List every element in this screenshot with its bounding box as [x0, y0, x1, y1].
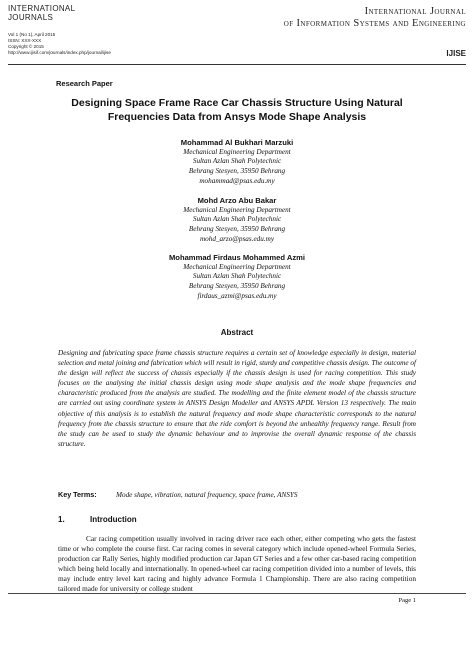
author-addr: Behrang Stesyen, 35950 Behrang	[188, 225, 286, 234]
author-email: mohammad@psas.edu.my	[199, 176, 275, 185]
meta-copyright: Copyright © 2015	[8, 44, 44, 49]
section-title: Introduction	[90, 515, 137, 524]
paper-title	[40, 96, 434, 124]
keywords	[58, 490, 416, 499]
header-divider	[8, 64, 466, 65]
meta-issn: ISSN: XXX-XXX	[8, 38, 42, 43]
author-block	[0, 138, 474, 187]
author-block	[0, 196, 474, 245]
author-dept: Mechanical Engineering Department	[183, 205, 291, 214]
logo-line-2: JOURNALS	[8, 13, 54, 22]
title-line-1: Designing Space Frame Race Car Chassis Structure Using Natural	[71, 97, 403, 109]
author-name: Mohd Arzo Abu Bakar	[197, 196, 277, 205]
author-email: mohd_arzo@psas.edu.my	[199, 234, 275, 243]
journal-title-line-1: International Journal	[364, 6, 466, 17]
footer-divider	[8, 593, 466, 594]
author-name: Mohammad Al Bukhari Marzuki	[180, 138, 294, 147]
keywords-text: Mode shape, vibration, natural frequency, space frame, ANSYS	[116, 491, 298, 499]
logo-line-1: INTERNATIONAL	[8, 4, 76, 13]
paper-type: Research Paper	[56, 79, 113, 88]
author-name: Mohammad Firdaus Mohammed Azmi	[168, 253, 305, 262]
page-number: Page 1	[398, 597, 416, 604]
author-dept: Mechanical Engineering Department	[183, 262, 291, 271]
journal-meta	[8, 32, 111, 56]
journal-title	[246, 6, 466, 30]
author-inst: Sultan Azlan Shah Polytechnic	[192, 272, 282, 281]
author-dept: Mechanical Engineering Department	[183, 147, 291, 156]
author-email: firdaus_azmi@psas.edu.my	[197, 291, 277, 300]
author-addr: Behrang Stesyen, 35950 Behrang	[188, 282, 286, 291]
title-line-2: Frequencies Data from Ansys Mode Shape Analysis	[107, 111, 367, 123]
keywords-label: Key Terms:	[58, 490, 97, 499]
author-inst: Sultan Azlan Shah Polytechnic	[192, 157, 282, 166]
section-heading	[58, 515, 137, 524]
journal-logo	[8, 4, 76, 34]
author-block	[0, 253, 474, 302]
intro-text: Car racing competition usually involved in racing driver race each other, either competing who gets the fastest time or who complete the course first. Car racing comes in several category which include opened-wheel Formula Series, production car Rally Series, highly modified production car Japan GT Series and a few other car-based racing competition which being held locally and internationally. In opened-wheel car racing competition divided into a number of levels, this may include entry level kart racing and highly advance Formula 1 Championship. There are also racing competition tailored made for university or college student	[58, 534, 416, 594]
author-addr: Behrang Stesyen, 35950 Behrang	[188, 167, 286, 176]
meta-url: http://www.ijisif.com/journals/index.php/journal/ijise	[8, 50, 111, 55]
abstract-text: Designing and fabricating space frame chassis structure requires a certain set of knowledge especially in design, material selection and metal joining and fabrication which will result in rigid, sturdy and competitive chassis design. The outcome of the design will reflect the success of chassis especially if the chassis design is used for racing competition. This study focuses on the analysing the initial chassis design using mode shape analysis and the mode shape frequencies and characteristic produced from the analysis are studied. The modelling and the finite element model of the chassis structure are carried out using coordinate system in ANSYS Design Modeller and ANSYS APDL Version 13 respectively. The main objective of this analysis is to establish the natural frequency and mode shape characteristic corresponds to the natural frequency from the chassis structure to ensure that the ride comfort is beyond the unhealthy frequency range. Result from the study can be used to study the dynamic behaviour and to improvise the overall dynamic response of the chassis structure.	[58, 349, 416, 448]
abstract-heading: Abstract	[220, 328, 254, 337]
journal-abbrev: IJISE	[446, 49, 466, 58]
section-number: 1.	[58, 515, 65, 524]
journal-title-line-2: of Information Systems and Engineering	[283, 18, 466, 29]
meta-volume: Vol 1 (No 1), April 2015	[8, 32, 56, 37]
author-inst: Sultan Azlan Shah Polytechnic	[192, 215, 282, 224]
